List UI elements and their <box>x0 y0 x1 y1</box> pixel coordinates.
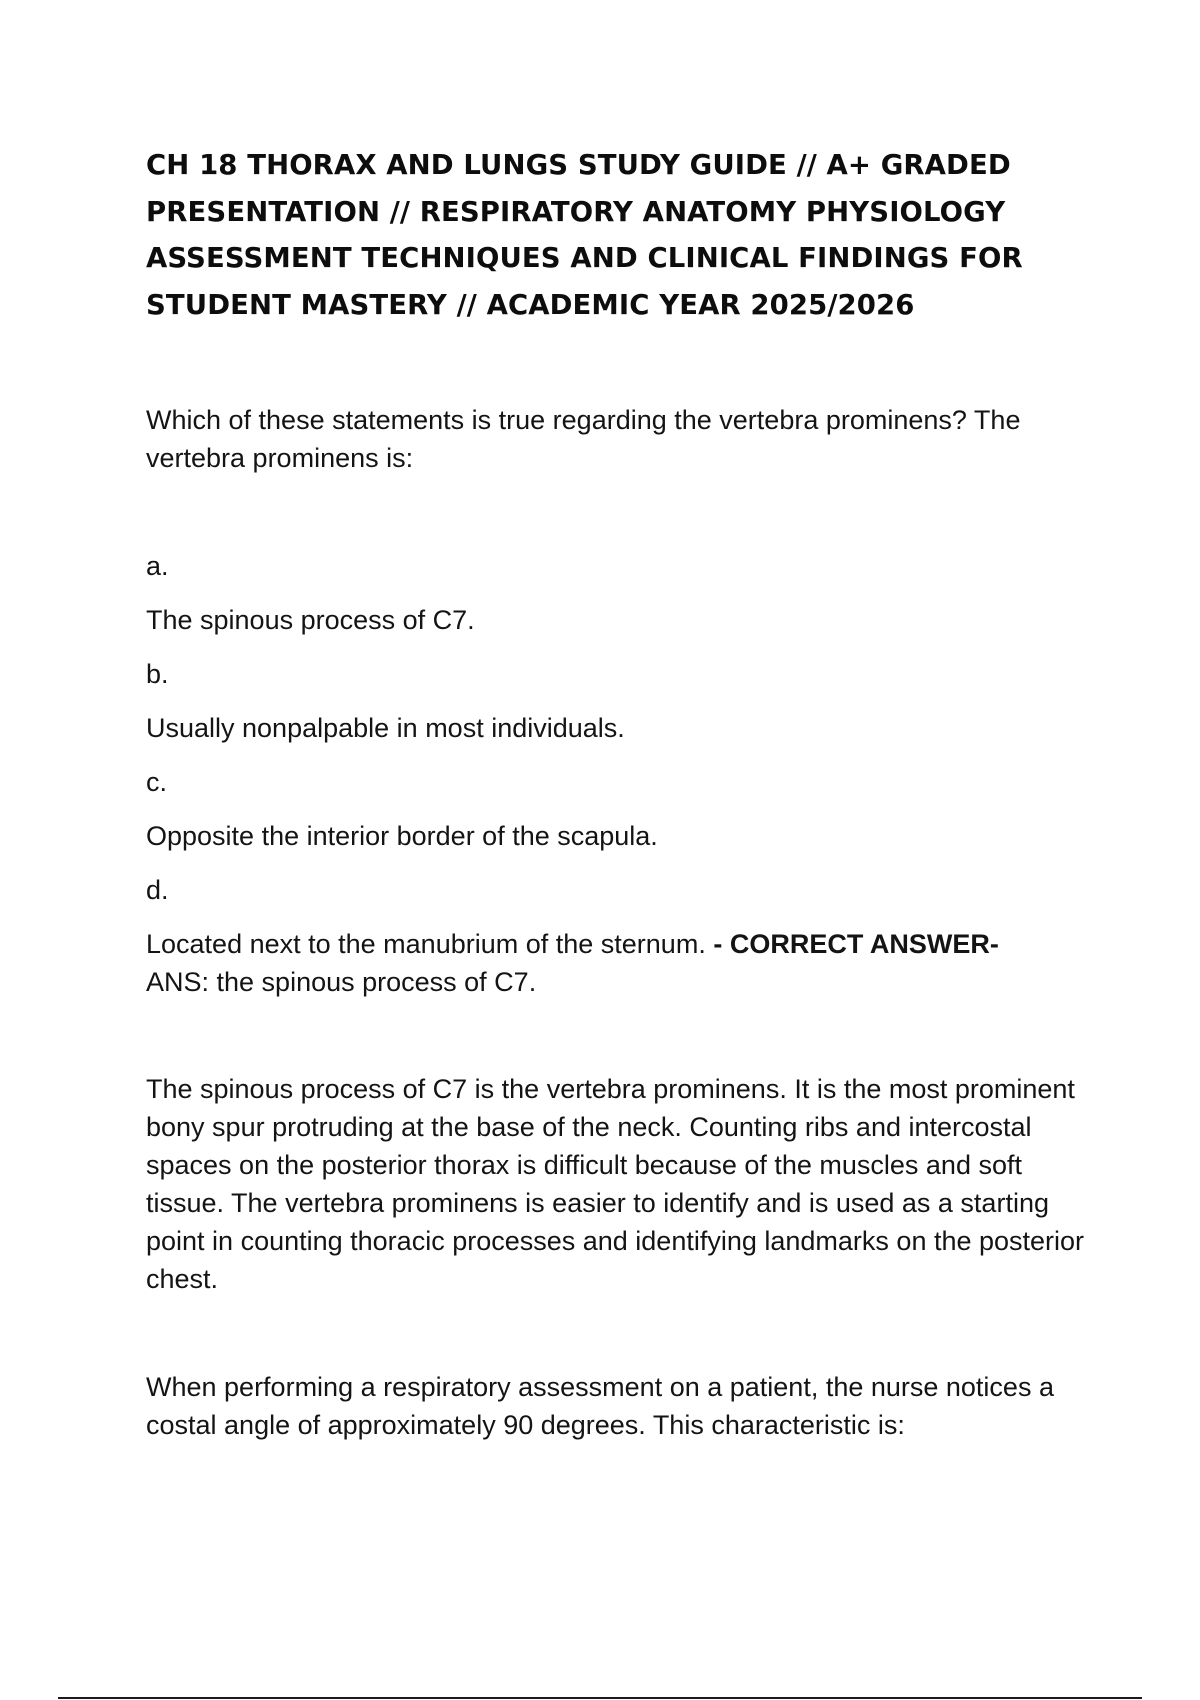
option-c-letter: c. <box>146 767 168 797</box>
question-1-explanation: The spinous process of C7 is the vertebra prominens. It is the most prominent bony spur protruding at the base of the neck. Counting ribs and intercostal spaces on the posterior thorax is difficult because of the muscles and soft tissue. The vertebra prominens is easier to identify and is used as a starting point in counting thoracic processes and identifying landmarks on the posterior chest. <box>146 1074 1085 1294</box>
page-bottom-rule <box>58 1697 1142 1699</box>
document-title: CH 18 THORAX AND LUNGS STUDY GUIDE // A+ GRADED PRESENTATION // RESPIRATORY ANATOMY PHYSIOLOGY ASSESSMENT TECHNIQUES AND CLINICAL FINDINGS FOR STUDENT MASTERY // ACADEMIC YEAR 2025/2026 <box>146 149 1023 321</box>
question-2-stem: When performing a respiratory assessment on a patient, the nurse notices a costal angle of approximately 90 degrees. This characteristic is: <box>146 1372 1054 1440</box>
option-c-text: Opposite the interior border of the scapula. <box>146 821 658 851</box>
option-a-text: The spinous process of C7. <box>146 605 475 635</box>
option-b-letter: b. <box>146 659 169 689</box>
option-d-text: Located next to the manubrium of the sternum. <box>146 929 706 959</box>
option-b-text: Usually nonpalpable in most individuals. <box>146 713 625 743</box>
correct-answer-tag: - CORRECT ANSWER- <box>713 929 999 959</box>
question-1-stem: Which of these statements is true regarding the vertebra prominens? The vertebra prominens is: <box>146 405 1021 473</box>
page-content <box>146 142 1096 1444</box>
option-a-letter: a. <box>146 551 169 581</box>
option-d-with-answer <box>146 925 1096 1001</box>
option-d-letter: d. <box>146 875 169 905</box>
question-1-options <box>146 547 1096 1001</box>
answer-text: ANS: the spinous process of C7. <box>146 967 537 997</box>
